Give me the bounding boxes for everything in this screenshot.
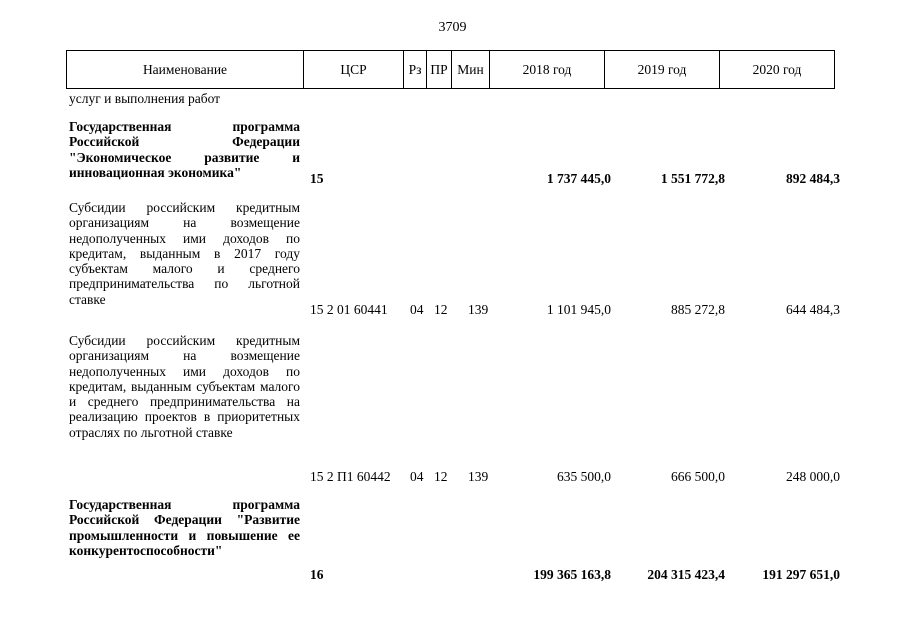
table-row — [0, 333, 905, 485]
table-header — [66, 50, 835, 89]
row-rz: 04 — [410, 469, 424, 484]
row-pr: 12 — [434, 469, 448, 484]
row-2018: 1 101 945,0 — [546, 302, 611, 317]
row-2020: 892 484,3 — [786, 171, 840, 186]
header-rz: Рз — [404, 51, 427, 89]
header-name: Наименование — [67, 51, 304, 89]
row-csr: 15 — [310, 171, 324, 186]
header-2019: 2019 год — [605, 51, 720, 89]
row-2019: 885 272,8 — [671, 302, 725, 317]
header-csr: ЦСР — [304, 51, 404, 89]
row-name: Государственная программа Российской Федерации "Развитие промышленности и повышение ее конкурентоспособности" — [69, 497, 300, 558]
row-name: Субсидии российским кредитным организациям на возмещение недополученных ими доходов по кредитам, выданным в 2017 году субъектам малого и среднего предпринимательства по льготной ставке — [69, 200, 300, 307]
row-2019: 666 500,0 — [671, 469, 725, 484]
page-number: 3709 — [438, 20, 467, 35]
header-min: Мин — [452, 51, 490, 89]
table-row — [0, 119, 905, 189]
row-min: 139 — [468, 302, 489, 317]
row-2020: 191 297 651,0 — [762, 567, 840, 582]
row-rz: 04 — [410, 302, 424, 317]
continuation-text: услуг и выполнения работ — [69, 91, 221, 106]
header-2018: 2018 год — [490, 51, 605, 89]
row-csr: 15 2 П1 60442 — [310, 469, 391, 484]
row-pr: 12 — [434, 302, 448, 317]
row-2019: 204 315 423,4 — [647, 567, 725, 582]
row-2018: 635 500,0 — [557, 469, 611, 484]
row-name: Государственная программа Российской Федерации "Экономическое развитие и инновационная экономика" — [69, 119, 300, 180]
row-2019: 1 551 772,8 — [660, 171, 725, 186]
row-csr: 15 2 01 60441 — [310, 302, 388, 317]
row-min: 139 — [468, 469, 489, 484]
row-csr: 16 — [310, 567, 324, 582]
header-pr: ПР — [427, 51, 452, 89]
table-row — [0, 497, 905, 587]
row-2020: 248 000,0 — [786, 469, 840, 484]
row-name: Субсидии российским кредитным организациям на возмещение недополученных ими доходов по кредитам, выданным субъектам малого и среднего предпринимательства на реализацию проектов в приоритетных отраслях по льготной ставке — [69, 333, 300, 440]
row-2018: 1 737 445,0 — [546, 171, 611, 186]
row-2020: 644 484,3 — [786, 302, 840, 317]
table-row — [0, 200, 905, 320]
header-2020: 2020 год — [720, 51, 835, 89]
row-2018: 199 365 163,8 — [533, 567, 611, 582]
